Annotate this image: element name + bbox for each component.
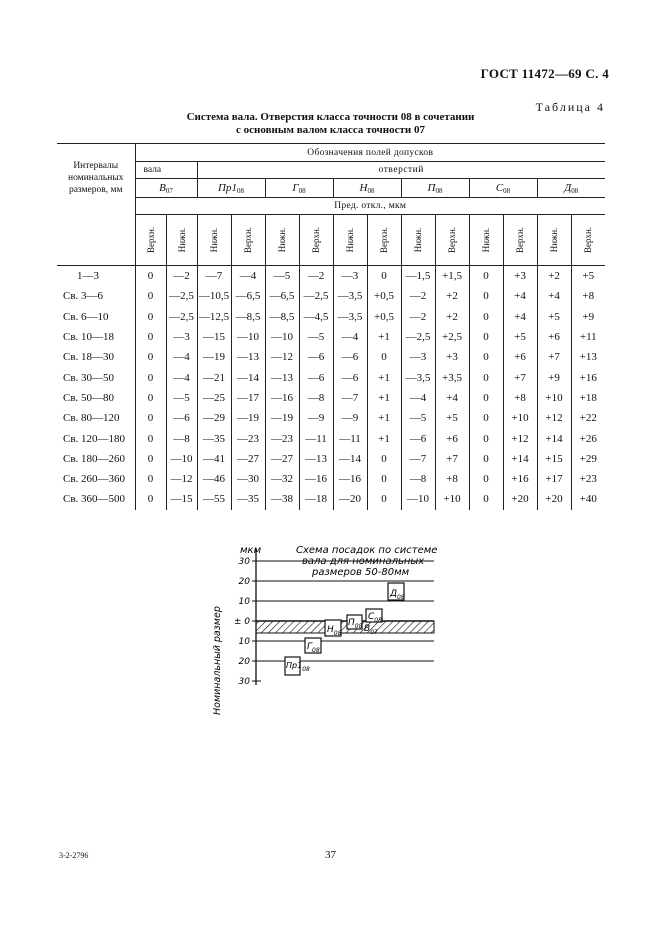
sub-header-2 (197, 215, 231, 266)
deviation-cell: +0,5 (367, 286, 401, 306)
deviation-cell: +3,5 (435, 367, 469, 387)
fit-g08: $Г_{08}$ (265, 179, 333, 198)
deviation-cell: —4 (231, 266, 265, 287)
deviation-cell: —2,5 (299, 286, 333, 306)
deviation-cell: —23 (231, 428, 265, 448)
deviation-cell: —4,5 (299, 307, 333, 327)
sub-header-1 (166, 215, 197, 266)
deviation-cell: —6,5 (265, 286, 299, 306)
deviation-cell: —6 (401, 428, 435, 448)
deviation-cell: +1 (367, 367, 401, 387)
sub-header-label: Нижн. (277, 227, 287, 253)
deviation-cell: +16 (571, 367, 605, 387)
deviation-cell: 0 (367, 469, 401, 489)
deviation-cell: +15 (537, 449, 571, 469)
deviation-cell: —13 (265, 367, 299, 387)
svg-text:Г08: $Г_{08}$ (307, 642, 320, 654)
scheme-title-1: Схема посадок по системе (296, 545, 438, 556)
deviation-cell: —2 (401, 286, 435, 306)
deviation-cell: +4 (503, 307, 537, 327)
size-interval-cell: Св. 360—500 (63, 493, 126, 506)
deviation-cell: +0,5 (367, 307, 401, 327)
deviation-cell: +3 (503, 266, 537, 287)
table-row (57, 286, 605, 306)
size-interval-cell: Св. 50—80 (63, 391, 115, 404)
deviation-cell: +18 (571, 388, 605, 408)
deviation-cell: —11 (299, 428, 333, 448)
deviation-cell: —16 (299, 469, 333, 489)
sub-header-label: Верхн. (583, 226, 594, 254)
sub-header-6 (333, 215, 367, 266)
sub-header-label: Нижн. (413, 227, 423, 253)
y-tick-label: 20 (238, 577, 250, 587)
deviation-cell: 0 (135, 408, 166, 428)
tolerance-table (57, 143, 605, 510)
deviation-cell: +8 (503, 388, 537, 408)
deviation-cell: +14 (537, 428, 571, 448)
deviation-cell: +1 (367, 428, 401, 448)
deviation-cell: —10 (231, 327, 265, 347)
deviation-cell: +40 (571, 489, 605, 509)
sub-header-9 (435, 215, 469, 266)
deviation-cell: —46 (197, 469, 231, 489)
deviation-cell: —7 (401, 449, 435, 469)
table-row (57, 327, 605, 347)
fit-d08: $Д_{08}$ (537, 179, 605, 198)
svg-text:Д08: $Д_{08}$ (390, 589, 405, 601)
deviation-cell: —3,5 (333, 286, 367, 306)
deviation-cell: +5 (537, 307, 571, 327)
deviation-cell: —30 (231, 469, 265, 489)
svg-text:С08: $С_{08}$ (368, 612, 382, 624)
sub-header-13 (571, 215, 605, 266)
deviation-cell: 0 (367, 489, 401, 509)
deviation-cell: +9 (571, 307, 605, 327)
table-row (57, 307, 605, 327)
sub-header-label: Верхн. (447, 226, 457, 254)
print-code: 3-2-2796 (59, 851, 89, 860)
deviation-cell: —4 (333, 327, 367, 347)
deviation-cell: —18 (299, 489, 333, 509)
deviation-cell: +23 (571, 469, 605, 489)
deviation-cell: —6 (299, 367, 333, 387)
deviation-cell: +26 (571, 428, 605, 448)
y-tick-label: 10 (238, 597, 250, 607)
sub-header-8 (401, 215, 435, 266)
deviation-cell: +6 (537, 327, 571, 347)
deviation-cell: 0 (469, 327, 503, 347)
field-pr1-08 (285, 657, 310, 675)
deviation-cell: —35 (231, 489, 265, 509)
deviation-cell: —4 (166, 367, 197, 387)
deviation-cell: —16 (333, 469, 367, 489)
deviation-cell: 0 (135, 327, 166, 347)
sub-header-10 (469, 215, 503, 266)
scheme-title-2: вала для номинальных (302, 556, 425, 567)
deviation-cell: —8 (166, 428, 197, 448)
deviation-cell: +2 (435, 307, 469, 327)
sub-header-0 (135, 215, 166, 266)
deviation-cell: +16 (503, 469, 537, 489)
deviation-cell: 0 (469, 428, 503, 448)
sub-header-label: Верхн. (311, 226, 321, 254)
fit-pr1-08: $Пр1_{08}$ (197, 179, 265, 198)
deviation-cell: —2 (166, 266, 197, 287)
field-d08 (388, 583, 405, 601)
deviation-cell: —13 (231, 347, 265, 367)
deviation-cell: —23 (265, 428, 299, 448)
deviation-cell: —6 (299, 347, 333, 367)
size-interval-cell: Св. 120—180 (63, 432, 126, 445)
table-row (57, 428, 605, 448)
deviation-cell: —10,5 (197, 286, 231, 306)
deviation-cell: —16 (265, 388, 299, 408)
sub-header-label: Нижн. (345, 227, 355, 253)
deviation-cell: 0 (469, 347, 503, 367)
y-tick-label: 10 (238, 637, 250, 647)
deviation-cell: —21 (197, 367, 231, 387)
fit-s08: $С_{08}$ (469, 179, 537, 198)
deviation-cell: +20 (537, 489, 571, 509)
deviation-cell: +20 (503, 489, 537, 509)
table-row (57, 367, 605, 387)
deviation-cell: +1 (367, 327, 401, 347)
deviation-cell: —20 (333, 489, 367, 509)
svg-text:Пр108: $Пр1_{08}$ (286, 661, 310, 673)
deviation-cell: 0 (135, 489, 166, 509)
hole-header: отверстий (197, 162, 605, 179)
deviation-cell: —7 (197, 266, 231, 287)
deviation-cell: 0 (135, 347, 166, 367)
deviation-cell: 0 (367, 449, 401, 469)
deviation-cell: —19 (265, 408, 299, 428)
sub-header-label: Нижн. (176, 227, 187, 253)
deviation-cell: 0 (367, 266, 401, 287)
deviation-cell: +14 (503, 449, 537, 469)
table-row (57, 388, 605, 408)
deviation-cell: —9 (333, 408, 367, 428)
table-row (57, 408, 605, 428)
deviation-cell: +12 (503, 428, 537, 448)
standard-page-header: ГОСТ 11472—69 С. 4 (480, 66, 609, 81)
deviation-cell: +10 (435, 489, 469, 509)
deviation-cell: +6 (435, 428, 469, 448)
deviation-cell: —3 (333, 266, 367, 287)
deviation-cell: —6 (333, 367, 367, 387)
deviation-cell: 0 (469, 286, 503, 306)
deviation-cell: —35 (197, 428, 231, 448)
deviation-cell: +2,5 (435, 327, 469, 347)
sub-header-label: Нижн. (209, 227, 219, 253)
deviation-cell: —2,5 (401, 327, 435, 347)
deviation-cell: —8,5 (265, 307, 299, 327)
deviation-cell: —8 (299, 388, 333, 408)
deviation-cell: +1 (367, 408, 401, 428)
deviation-cell: +10 (537, 388, 571, 408)
deviation-cell: —41 (197, 449, 231, 469)
deviation-cell: —1,5 (401, 266, 435, 287)
field-h08 (325, 620, 342, 637)
size-interval-cell: Св. 6—10 (63, 310, 109, 323)
deviation-cell: —2,5 (166, 307, 197, 327)
deviation-cell: —3,5 (333, 307, 367, 327)
sub-header-12 (537, 215, 571, 266)
field-s08 (366, 609, 382, 624)
deviation-cell: —32 (265, 469, 299, 489)
deviation-cell: 0 (469, 307, 503, 327)
title-line-2: с основным валом класса точности 07 (236, 124, 425, 136)
deviation-cell: —12 (166, 469, 197, 489)
deviation-cell: —10 (166, 449, 197, 469)
fields-header: Обозначения полей допусков (135, 144, 605, 162)
size-interval-cell: Св. 3—6 (63, 290, 104, 303)
y-tick-label: 20 (238, 657, 250, 667)
deviation-cell: 0 (469, 388, 503, 408)
deviation-cell: —9 (299, 408, 333, 428)
deviation-cell: 0 (135, 367, 166, 387)
deviation-cell: 0 (135, 266, 166, 287)
deviation-cell: +5 (503, 327, 537, 347)
deviation-cell: —13 (299, 449, 333, 469)
deviation-cell: —12 (265, 347, 299, 367)
deviation-cell: 0 (469, 266, 503, 287)
deviation-cell: —8,5 (231, 307, 265, 327)
svg-text:В07: $В_{07}$ (364, 624, 378, 636)
deviation-cell: —38 (265, 489, 299, 509)
deviation-cell: —55 (197, 489, 231, 509)
deviation-cell: —11 (333, 428, 367, 448)
scheme-unit: мкм (240, 545, 262, 556)
shaft-header: вала (135, 162, 197, 179)
sub-header-4 (265, 215, 299, 266)
deviation-cell: +5 (571, 266, 605, 287)
page-number: 37 (325, 849, 336, 861)
deviation-cell: —15 (166, 489, 197, 509)
deviation-cell: —2 (401, 307, 435, 327)
deviation-cell: +9 (537, 367, 571, 387)
deviation-cell: —14 (333, 449, 367, 469)
fit-b07: $В_{07}$ (135, 179, 197, 198)
axis-nominal-size-label: Номинальный размер (212, 606, 223, 715)
deviation-cell: —6 (333, 347, 367, 367)
deviation-cell: —4 (401, 388, 435, 408)
sub-header-3 (231, 215, 265, 266)
deviation-cell: +4 (503, 286, 537, 306)
deviation-cell: +4 (435, 388, 469, 408)
deviation-cell: +11 (571, 327, 605, 347)
deviation-cell: +22 (571, 408, 605, 428)
deviation-cell: —3 (401, 347, 435, 367)
y-tick-label: 30 (238, 677, 250, 687)
table-title (0, 111, 661, 137)
deviation-cell: 0 (135, 388, 166, 408)
table-number: Таблица 4 (535, 100, 605, 114)
svg-text:П08: $П_{08}$ (348, 618, 363, 630)
deviation-cell: +6 (503, 347, 537, 367)
deviation-cell: +4 (537, 286, 571, 306)
deviation-cell: +5 (435, 408, 469, 428)
deviation-cell: —7 (333, 388, 367, 408)
y-tick-label: ± 0 (233, 617, 250, 627)
deviation-cell: 0 (135, 469, 166, 489)
sub-header-label: Верхн. (515, 226, 525, 254)
table-row (57, 469, 605, 489)
deviation-cell: +1 (367, 388, 401, 408)
deviation-cell: —14 (231, 367, 265, 387)
deviation-cell: +10 (503, 408, 537, 428)
deviation-cell: 0 (367, 347, 401, 367)
deviation-cell: +3 (435, 347, 469, 367)
deviation-cell: —2,5 (166, 286, 197, 306)
deviation-cell: 0 (135, 449, 166, 469)
table-row (57, 347, 605, 367)
fit-p08: $П_{08}$ (401, 179, 469, 198)
deviation-cell: —10 (401, 489, 435, 509)
sub-header-label: Нижн. (481, 227, 491, 253)
deviation-cell: —5 (401, 408, 435, 428)
deviation-cell: +2 (537, 266, 571, 287)
scheme-title-3: размеров 50-80мм (312, 567, 410, 578)
sub-header-label: Верхн. (379, 226, 389, 254)
table-row (57, 266, 605, 287)
deviation-cell: 0 (469, 408, 503, 428)
deviation-cell: —10 (265, 327, 299, 347)
sub-header-label: Нижн. (549, 227, 559, 253)
sub-header-label: Верхн. (243, 226, 253, 254)
deviation-cell: 0 (469, 489, 503, 509)
deviation-cell: +7 (435, 449, 469, 469)
sub-header-5 (299, 215, 333, 266)
deviation-cell: —19 (197, 347, 231, 367)
deviation-cell: 0 (135, 286, 166, 306)
deviation-cell: +2 (435, 286, 469, 306)
deviation-cell: —17 (231, 388, 265, 408)
deviation-header: Пред. откл., мкм (135, 198, 605, 215)
size-interval-cell: 1—3 (77, 270, 99, 283)
y-tick-label: 30 (238, 557, 250, 567)
deviation-cell: +29 (571, 449, 605, 469)
deviation-cell: —5 (265, 266, 299, 287)
deviation-cell: 0 (135, 307, 166, 327)
title-line-1: Система вала. Отверстия класса точности 08 в сочетании (186, 111, 475, 123)
deviation-cell: +7 (503, 367, 537, 387)
field-p08 (347, 615, 363, 630)
deviation-cell: 0 (469, 449, 503, 469)
deviation-cell: —8 (401, 469, 435, 489)
sub-header-label: Верхн. (145, 226, 156, 254)
deviation-cell: +13 (571, 347, 605, 367)
size-interval-cell: Св. 260—360 (63, 473, 126, 486)
deviation-cell: +7 (537, 347, 571, 367)
deviation-cell: +8 (571, 286, 605, 306)
deviation-cell: —25 (197, 388, 231, 408)
sub-header-7 (367, 215, 401, 266)
deviation-cell: 0 (469, 367, 503, 387)
deviation-cell: —6,5 (231, 286, 265, 306)
size-interval-cell: Св. 18—30 (63, 351, 115, 364)
deviation-cell: —15 (197, 327, 231, 347)
size-interval-cell: Св. 30—50 (63, 371, 115, 384)
zero-band (256, 621, 434, 633)
table-row (57, 449, 605, 469)
table-row (57, 489, 605, 509)
sub-header-11 (503, 215, 537, 266)
deviation-cell: —6 (166, 408, 197, 428)
deviation-cell: —29 (197, 408, 231, 428)
deviation-cell: +8 (435, 469, 469, 489)
deviation-cell: —27 (265, 449, 299, 469)
deviation-cell: +1,5 (435, 266, 469, 287)
deviation-cell: —5 (166, 388, 197, 408)
deviation-cell: +17 (537, 469, 571, 489)
field-g08 (305, 638, 321, 654)
deviation-cell: —19 (231, 408, 265, 428)
size-interval-cell: Св. 80—120 (63, 412, 120, 425)
deviation-cell: —5 (299, 327, 333, 347)
deviation-cell: 0 (469, 469, 503, 489)
size-interval-cell: Св. 10—18 (63, 331, 115, 344)
fit-scheme-diagram (196, 535, 446, 725)
deviation-cell: —3 (166, 327, 197, 347)
deviation-cell: —2 (299, 266, 333, 287)
deviation-cell: —27 (231, 449, 265, 469)
deviation-cell: —4 (166, 347, 197, 367)
col-header-intervals: Интервалы номинальных размеров, мм (57, 144, 135, 266)
svg-text:Н08: $Н_{08}$ (327, 625, 342, 637)
deviation-cell: 0 (135, 428, 166, 448)
deviation-cell: +12 (537, 408, 571, 428)
fit-h08: $Н_{08}$ (333, 179, 401, 198)
deviation-cell: —3,5 (401, 367, 435, 387)
deviation-cell: —12,5 (197, 307, 231, 327)
size-interval-cell: Св. 180—260 (63, 452, 126, 465)
